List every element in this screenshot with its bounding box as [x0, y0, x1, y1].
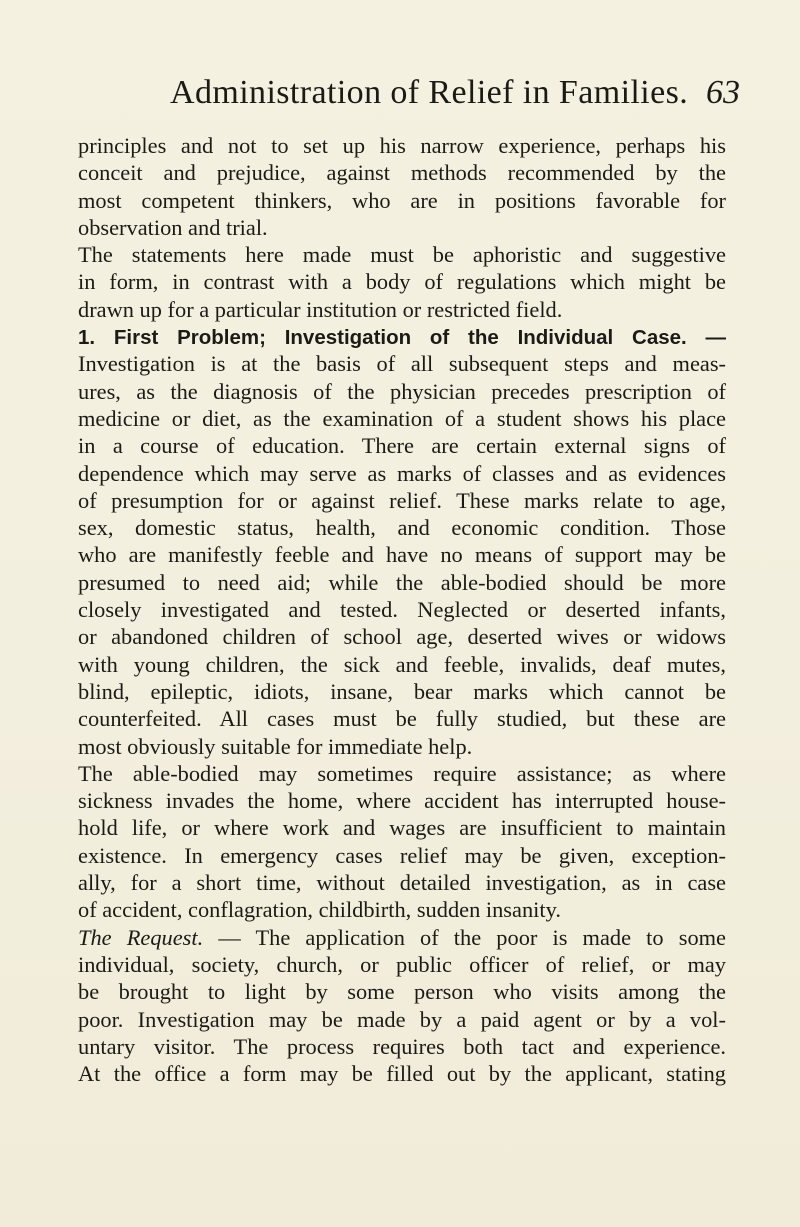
text-line: or abandoned children of school age, deserted wives or widows [78, 624, 726, 650]
text-line: blind, epileptic, idiots, insane, bear marks which cannot be [78, 678, 726, 704]
text-line: medicine or diet, as the examination of a student shows his place [78, 405, 726, 431]
text-line: The able-bodied may sometimes require assistance; as where [78, 760, 726, 786]
text-line: in a course of education. There are certain external signs of [78, 433, 726, 459]
text-line: dependence which may serve as marks of classes and as evidences [78, 460, 726, 486]
text-line: existence. In emergency cases relief may be given, exception- [78, 842, 726, 868]
text-line: closely investigated and tested. Neglected or deserted infants, [78, 597, 726, 623]
running-head-title: Administration of Relief in Families. [170, 74, 689, 111]
text-line: of presumption for or against relief. These marks relate to age, [78, 487, 726, 513]
text-line: poor. Investigation may be made by a paid agent or by a vol- [78, 1006, 726, 1032]
text-line: counterfeited. All cases must be fully studied, but these are [78, 706, 726, 732]
text-line: with young children, the sick and feeble, invalids, deaf mutes, [78, 651, 726, 677]
text-line: of accident, conflagration, childbirth, sudden insanity. [78, 897, 561, 923]
subsection-heading: The Request. [78, 924, 204, 950]
text-line: principles and not to set up his narrow experience, perhaps his [78, 133, 726, 158]
text-line: presumed to need aid; while the able-bodied should be more [78, 569, 726, 595]
text-line: observation and trial. [78, 214, 268, 240]
section-heading-line [78, 323, 726, 350]
body-text [78, 132, 726, 1087]
text-line: drawn up for a particular institution or restricted field. [78, 296, 563, 322]
text-line: sickness invades the home, where accident has interrupted house- [78, 788, 726, 814]
text-line: hold life, or where work and wages are insufficient to maintain [78, 815, 726, 841]
text-line: conceit and prejudice, against methods recommended by the [78, 160, 726, 186]
text-line: Investigation is at the basis of all subsequent steps and meas- [78, 351, 726, 377]
text-line: untary visitor. The process requires both tact and experience. [78, 1033, 726, 1059]
text-line: ures, as the diagnosis of the physician precedes prescription of [78, 378, 726, 404]
subsection-line [78, 924, 726, 951]
text-line: most obviously suitable for immediate help. [78, 733, 473, 759]
running-header [170, 74, 740, 122]
text-line: The statements here made must be aphoristic and suggestive [78, 242, 726, 268]
text-line: At the office a form may be filled out by the applicant, stating [78, 1061, 726, 1087]
section-heading: 1. First Problem; Investigation of the Individual Case. — [78, 326, 726, 350]
text-line: be brought to light by some person who visits among the [78, 979, 726, 1005]
text-line: individual, society, church, or public officer of relief, or may [78, 951, 726, 977]
page-number: 63 [706, 74, 740, 111]
text-line: in form, in contrast with a body of regulations which might be [78, 269, 726, 295]
text-line: most competent thinkers, who are in positions favorable for [78, 187, 726, 213]
subsection-text: — The application of the poor is made to some [203, 924, 726, 950]
text-line: ally, for a short time, without detailed investigation, as in case [78, 870, 726, 896]
text-line: sex, domestic status, health, and economic condition. Those [78, 515, 726, 541]
text-line: who are manifestly feeble and have no means of support may be [78, 542, 726, 568]
